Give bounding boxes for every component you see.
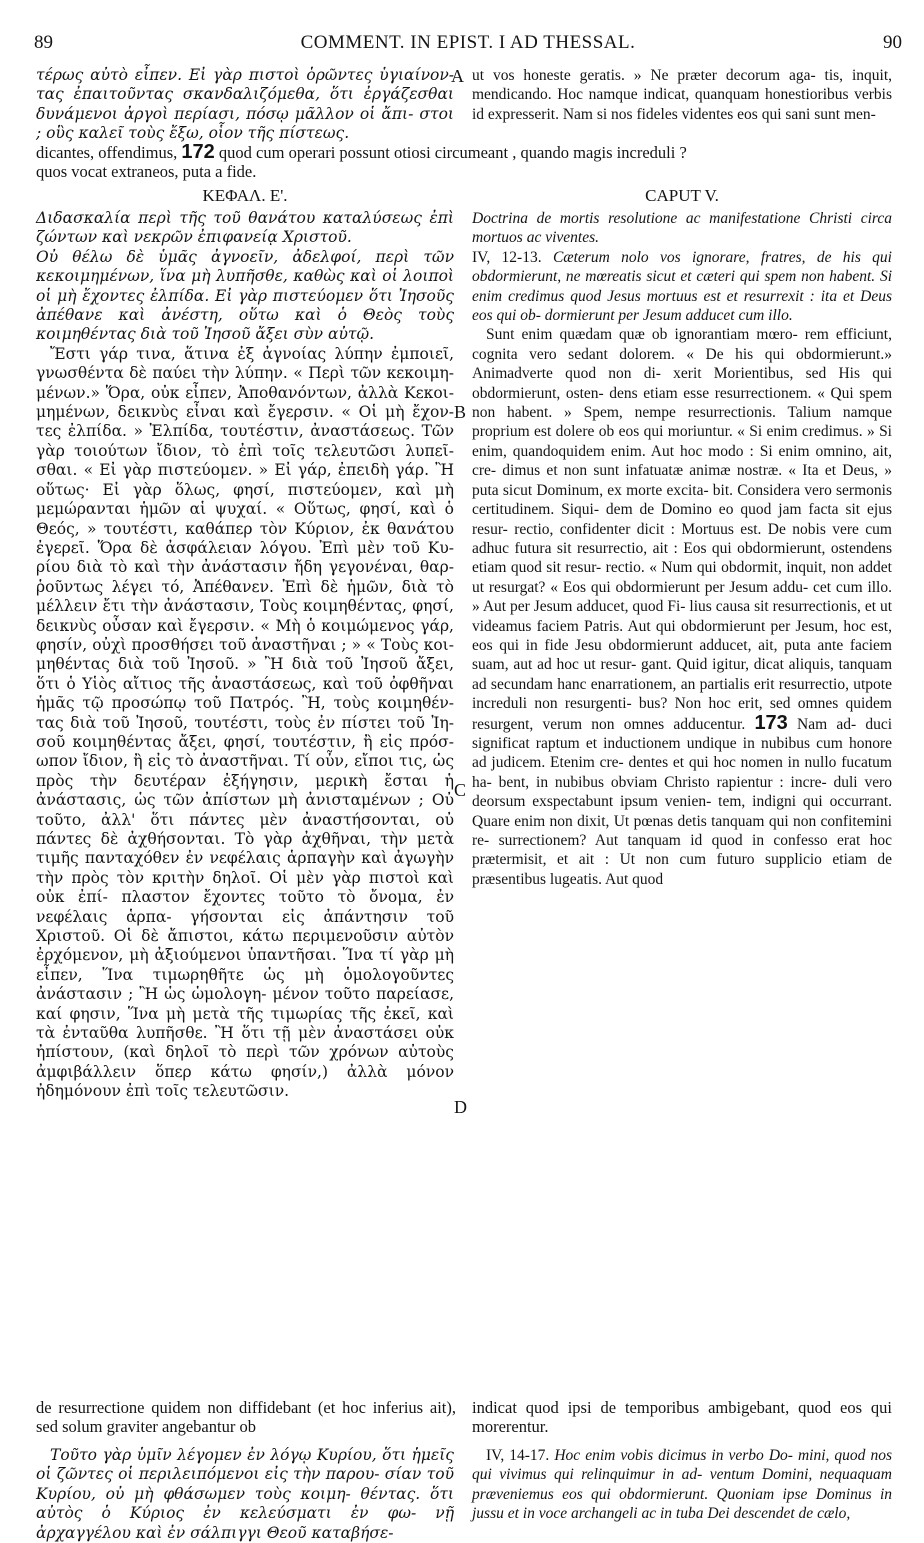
running-header [34,32,902,60]
top-latin-column [472,66,892,124]
bottom-latin-scripture: Hoc enim vobis dicimus in verbo Do- mini, quod nos qui vivimus qui relinquimur in ad- ventum Domini, nequaquam præveniemus eos qui obdormierunt. Quoniam ipse Dominus in jussu et in voce archangeli ac in tuba Dei descendet de cælo, [472,1447,892,1523]
latin-chapter-title: Doctrina de mortis resolutione ac manifestatione Christi circa mortuos ac viventes. [472,210,892,247]
latin-scripture-ref: IV, 12-13. [472,248,542,266]
margin-letter-b: B [454,402,467,422]
running-title: COMMENT. IN EPIST. I AD THESSAL. [300,32,636,53]
latin-commentary-a: Sunt enim quædam quæ ob ignorantiam mœro- rem efficiunt, cognita vero sedant dolorem. « De his qui obdormierunt.» Animadverte quod non di- xerit Morientibus, sed His qui obdormierunt, osten- dens etiam esse resurrectionem. « Qui spem non habent. » Spem, nempe resurrectionis. Talium namque proprium est dolere ob eos qui moriuntur. « Si enim credimus. » Si enim, quandoquidem enim. Aut hoc modo : Si enim omnino, ait, cre- dimus et non sunt infatuatæ animæ nostræ. « Ita et Deus, » puta sicut Dominum, ex morte excita- bit. Considera vero sermonis certitudinem. Siqui- dem de Domino eo quod jam facta sit ejus resur- rectio, confidenter dicit : Mortuus est. De nobis vere cum adhuc futura sit resurrectio, ait : Eos qui obdormierunt, ostendens etiam quod sit resur- rectio. « Num qui obdormit, inquit, non addet ut resurgat? « Eos qui obdormierunt per Jesum addu- cet cum illo. » Aut per Jesum adducet, quod Fi- lius causa sit resurrectionis, et ut videamus faciem Patris. Aut qui obdormierunt per Jesum, hoc est, eos qui in fide Jesu obdormierunt adducet, ait, puta ante faciem suam, aut ad hoc ut resur- gant. Quid igitur, dicat aliquis, tanquam ad secundam hanc enarrationem, an partialis erit resurrectio, utpote increduli non resurgenti- bus? Non hoc erit, sed omnes quidem resurgent, verum non omnes adducentur. [472,326,892,733]
latin-chapter-heading: CAPUT V. [645,186,719,205]
top-latin-text: ut vos honeste geratis. » Ne præter decorum aga- tis, inquit, mendicando. Hoc namque indicat, quanquam honestioribus verbis id expresserit. Nam si nos fideles videntes eos qui sani sunt men- [472,67,892,123]
column-number-172: 172 [181,141,215,163]
margin-letter-c: C [454,780,467,800]
spanning-lines-bottom [36,1398,892,1437]
span-line-2: quos vocat extraneos, puta a fide. [36,162,257,182]
greek-chapter-title: Διδασκαλία περὶ τῆς τοῦ θανάτου καταλύσεως ἐπὶ ζώντων καὶ νεκρῶν ἐπιφανείᾳ Χριστοῦ. [36,209,454,247]
latin-main-column [472,184,892,889]
latin-scripture: Cæterum nolo vos ignorare, fratres, de his qui obdormierunt, ne mœreatis sicut et cæteri qui spem non habent. Si enim credimus quod Jesus mortuus est et resurrexit : ita et Deus eos qui ob- dormierunt per Jesum adducet cum illo. [472,248,892,325]
margin-letter-d: D [454,1097,467,1117]
top-greek-column [36,66,454,144]
page-number-left: 89 [34,32,53,53]
greek-main-column [36,184,454,1102]
span-line-1: dicantes, offendimus, [36,143,178,162]
latin-commentary-b: Nam ad- duci significat raptum et inductionem undique in nubibus cum honore ad judicem. Etenim cre- dentes et qui hoc nomen in nullo fucatum ha- bent, in nubibus obviam Christo rapientur : incre- duli vero deorsum exspectabunt ipsum venien- tem, indigni qui occurrant. Quare enim non dixit, Ut pœnas detis tanquam qui non confitemini re- surrectionem? Aut tanquam id quod in confesso erat hoc prætermisit, et ait : Ut non cum futuro supplicio etiam de præsentibus lugeatis. Aut quod [472,715,893,888]
bottom-latin-ref: IV, 14-17. [486,1447,550,1464]
bottom-latin-column [472,1446,892,1524]
bottom-greek-column [36,1446,454,1543]
bottom-greek-scripture: Τοῦτο γὰρ ὑμῖν λέγομεν ἐν λόγῳ Κυρίου, ὅτι ἡμεῖς οἱ ζῶντες οἱ περιλειπόμενοι εἰς τὴν παρου- σίαν τοῦ Κυρίου, οὐ μὴ φθάσωμεν τοὺς κοιμη- θέντας. ὅτι αὐτὸς ὁ Κύριος ἐν κελεύσματι ἐν φω- νῇ ἀρχαγγέλου καὶ ἐν σάλπιγγι Θεοῦ καταβήσε- [36,1446,454,1542]
spanning-lines-top [36,143,892,182]
margin-letter-a: A [451,66,464,86]
column-number-173: 173 [754,711,788,734]
page-number-right: 90 [883,32,902,53]
greek-commentary: Ἔστι γάρ τινα, ἅτινα ἐξ ἀγνοίας λύπην ἐμποιεῖ, γνωσθέντα δὲ παύει τὴν λύπην. « Περὶ τῶν κεκοιμη- μένων.» Ὅρα, οὐκ εἶπεν, Ἀποθανόντων, ἀλλὰ Κεκοι- μημένων, δεικνὺς εἶναι καὶ ἔγερσιν. « Οἱ μὴ ἔχον- τες ἐλπίδα. » Ἐλπίδα, τουτέστιν, ἀναστάσεως. Τῶν γὰρ τοιούτων ἴδιον, τὸ ἐπὶ τοῖς τελευτῶσι λυπεῖ- σθαι. « Εἰ γὰρ πιστεύομεν. » Εἰ γάρ, ἐπειδὴ γάρ. Ἢ οὕτως· Εἰ γὰρ ὅλως, φησί, πιστεύομεν, καὶ μὴ μεμώρανται ἡμῶν αἱ ψυχαί. « Οὕτως, φησί, καὶ ὁ Θεός, » τουτέστι, καθάπερ τὸν Κύριον, ἐκ θανάτου ἐγερεῖ. Ὅρα δὲ ἀσφάλειαν λόγου. Ἐπὶ μὲν τοῦ Κυ- ρίου διὰ τὸ καὶ τὴν ἀνάστασιν ἤδη γεγονέναι, θαρ- ῥοῦντως λέγει τό, Ἀπέθανεν. Ἐπὶ δὲ ἡμῶν, διὰ τὸ μέλλειν ἔτι τὴν ἀνάστασιν, Τοὺς κοιμηθέντας, φησί, δεικνὺς οὖσαν καὶ ἔγερσιν. « Μὴ ὁ κοιμώμενος γάρ, φησίν, οὐχὶ προσθήσει τοῦ ἀναστῆναι ; » « Τοὺς κοι- μηθέντας διὰ τοῦ Ἰησοῦ. » Ἢ διὰ τοῦ Ἰησοῦ ἄξει, ὅτι ὁ Υἱὸς αἴτιος τῆς ἀναστάσεως, καὶ τοῦ ὀφθῆναι ἡμᾶς τῷ προσώπῳ τοῦ Πατρός. Ἢ, τοὺς κοιμηθέν- τας διὰ τοῦ Ἰησοῦ, τουτέστι, τοὺς ἐν πίστει τοῦ Ἰη- σοῦ κοιμηθέντας ἄξει, φησί, τουτέστιν, ἢ εἰς πρόσ- ωπον ἴδιον, ἢ εἰς τὸ ἀναστῆναι. Τί οὖν, εἴποι τις, ὡς πρὸς τὴν δευτέραν ἐξήγησιν, μερικὴ ἔσται ἡ ἀνάστασις, ὡς τῶν ἀπίστων μὴ ἀνισταμένων ; Οὐ τοῦτο, ἀλλ' ὅτι πάντες μὲν ἀναστήσονται, οὐ πάντες δὲ ἀχθήσονται. Τὸ γὰρ ἀχθῆναι, τὴν μετὰ τιμῆς πανταχόθεν ἐν νεφέλαις ἁρπαγὴν καὶ ἀγωγὴν τὴν πρὸς τὸν κριτὴν δηλοῖ. Οἱ μὲν γὰρ πιστοὶ καὶ οὐκ ἐπί- πλαστον ἔχοντες τοῦτο τὸ ὄνομα, ἐν νεφέλαις ἁρπα- γήσονται εἰς ἀπάντησιν τοῦ Χριστοῦ. Οἱ δὲ ἄπιστοι, κάτω περιμενοῦσιν αὐτὸν ἐρχόμενον, μὴ ἀξιούμενοι ὑπαντῆσαι. Ἵνα τί γὰρ μὴ εἶπεν, Ἵνα τιμωρηθῆτε ὡς μὴ ὁμολογοῦντες ἀνάστασιν ; Ἢ ὡς ὡμολογη- μένον τοῦτο παρείασε, καί φησιν, Ἵνα μὴ μετὰ τῆς τιμωρίας τῆς ἐκεῖ, καὶ τὰ ἐνταῦθα λυπῆσθε. Ἢ ὅτι τῇ μὲν ἀναστάσει οὐκ ἠπίστουν, (καὶ δηλοῖ τὸ περὶ τῶν χρόνων αὐτοὺς ἀμφιβάλλειν ὅπερ κάτω φησίν,) ἀλλὰ μόνον ἠδημόνουν ἐπὶ τοῖς τελευτῶσιν. [36,344,454,1101]
greek-chapter-heading: ΚΕΦΑΛ. Ε'. [202,186,288,205]
greek-scripture: Οὐ θέλω δὲ ὑμᾶς ἀγνοεῖν, ἀδελφοί, περὶ τῶν κεκοιμημένων, ἵνα μὴ λυπῆσθε, καθὼς καὶ οἱ λοιποὶ οἱ μὴ ἔχοντες ἐλπίδα. Εἰ γὰρ πιστεύομεν ὅτι Ἰησοῦς ἀπέθανε καὶ ἀνέστη, οὕτω καὶ ὁ Θεὸς τοὺς κοιμηθέντας διὰ τοῦ Ἰησοῦ ἄξει σὺν αὐτῷ. [36,247,454,344]
span-bottom-right: indicat quod ipsi de temporibus ambigebant, quod eos qui morerentur. [472,1398,892,1437]
top-greek-text: τέρως αὐτὸ εἶπεν. Εἰ γὰρ πιστοὶ ὁρῶντες ὑγιαίνον- τας ἐπαιτοῦντας σκανδαλιζόμεθα, ὅτι ἐργάζεσθαι δυνάμενοι ἀργοὶ περίασι, πόσῳ μᾶλλον οἱ ἄπι- στοι ; οὓς καλεῖ τοὺς ἔξω, οἷον τῆς πίστεως. [36,66,454,143]
span-bottom-left: de resurrectione quidem non diffidebant (et hoc inferius ait), sed solum graviter angebantur ob [36,1398,456,1437]
span-line-1b: quod cum operari possunt otiosi circumeant , quando magis increduli ? [218,143,687,162]
